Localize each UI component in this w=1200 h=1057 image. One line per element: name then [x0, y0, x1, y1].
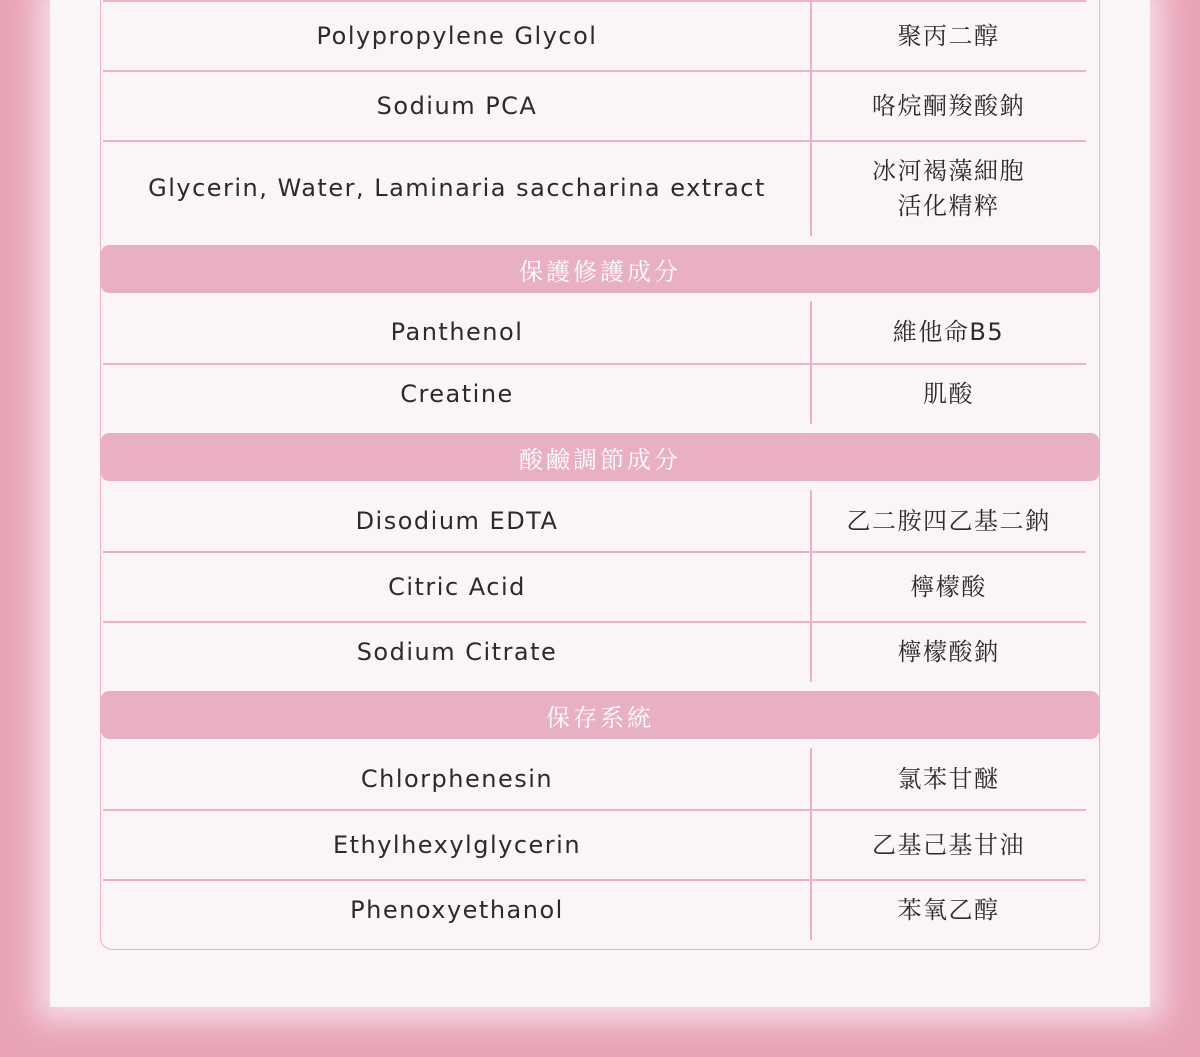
table-row: [101, 301, 1099, 364]
ingredient-chinese: 聚丙二醇: [897, 21, 1000, 50]
table-row: [101, 810, 1099, 880]
section-header: 酸鹼調節成分: [101, 433, 1099, 481]
ingredient-chinese: 檸檬酸鈉: [897, 637, 1000, 666]
ingredient-chinese: 苯氧乙醇: [897, 895, 1000, 924]
ingredient-english: Sodium Citrate: [103, 622, 811, 682]
section-header: 保存系統: [101, 691, 1099, 739]
table-row: [101, 71, 1099, 141]
ingredient-chinese: 咯烷酮羧酸鈉: [872, 91, 1025, 120]
ingredient-english: Polypropylene Glycol: [103, 1, 811, 71]
ingredient-table: [100, 0, 1100, 950]
ingredient-english: Panthenol: [103, 301, 811, 364]
ingredient-chinese: 乙基己基甘油: [872, 830, 1025, 859]
table-row: [101, 141, 1099, 236]
ingredient-english: Glycerin, Water, Laminaria saccharina extract: [103, 141, 811, 236]
table-row: [101, 880, 1099, 940]
table-row: [101, 490, 1099, 552]
page-frame: [50, 0, 1150, 1007]
section-header: 保護修護成分: [101, 245, 1099, 293]
ingredient-english: Phenoxyethanol: [103, 880, 811, 940]
table-row: [101, 364, 1099, 424]
table-row: [101, 748, 1099, 810]
table-row: [101, 622, 1099, 682]
ingredient-english: Sodium PCA: [103, 71, 811, 141]
ingredient-english: Creatine: [103, 364, 811, 424]
ingredient-english: Disodium EDTA: [103, 490, 811, 552]
ingredient-chinese: 乙二胺四乙基二鈉: [846, 506, 1051, 535]
ingredient-english: Chlorphenesin: [103, 748, 811, 810]
table-row: [101, 1, 1099, 71]
ingredient-chinese: 維他命B5: [892, 318, 1005, 346]
table-row: [101, 552, 1099, 622]
ingredient-chinese: 肌酸: [923, 379, 974, 408]
ingredient-chinese: 氯苯甘醚: [897, 764, 1000, 793]
ingredient-chinese: 檸檬酸: [910, 572, 987, 601]
ingredient-english: Ethylhexylglycerin: [103, 810, 811, 880]
ingredient-chinese: 冰河褐藻細胞 活化精粹: [872, 156, 1025, 220]
ingredient-english: Citric Acid: [103, 552, 811, 622]
